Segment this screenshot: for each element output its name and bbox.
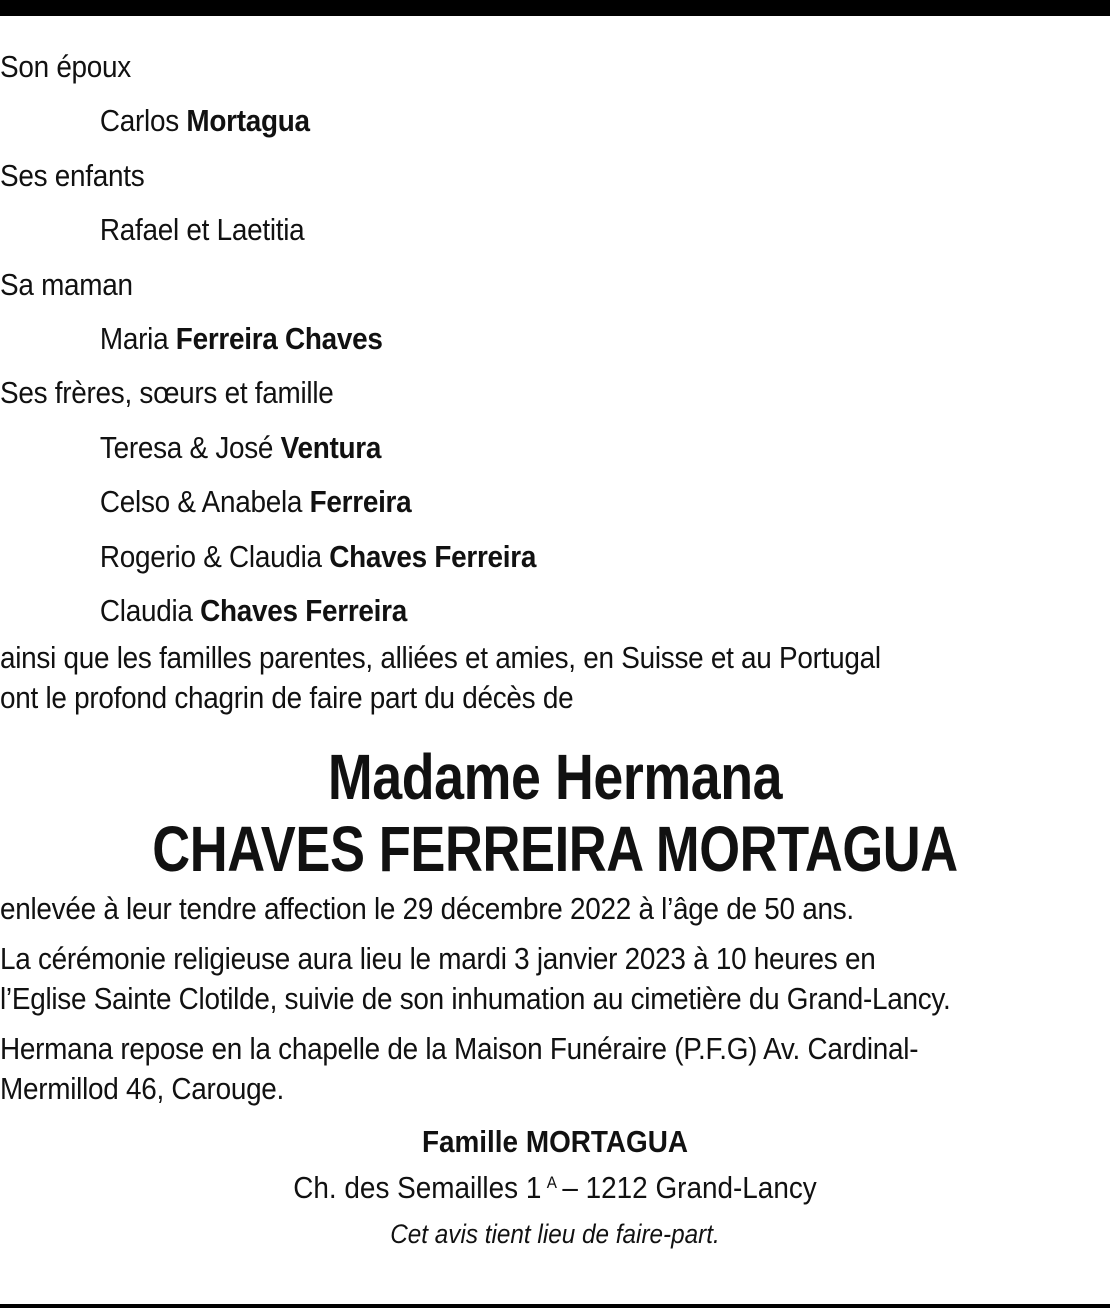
top-rule (0, 0, 1110, 16)
death-statement: enlevée à leur tendre affection le 29 décembre 2022 à l’âge de 50 ans. (0, 891, 854, 927)
group-label-siblings: Ses frères, sœurs et famille (0, 375, 334, 411)
deceased-name-line-1: Madame Hermana (327, 741, 783, 814)
deceased-name (0, 741, 1110, 885)
intro-line-2: ont le profond chagrin de faire part du décès de (0, 680, 574, 716)
member-mother: Maria Ferreira Chaves (99, 320, 383, 356)
member-children: Rafael et Laetitia (99, 212, 305, 248)
group-label-spouse: Son époux (0, 49, 131, 84)
signature-address: Ch. des Semailles 1 $^A$ – 1212 Grand-Lancy (293, 1170, 817, 1206)
ceremony-line-1: La cérémonie religieuse aura lieu le mardi 3 janvier 2023 à 10 heures en (0, 941, 876, 977)
member-sibling: Claudia Chaves Ferreira (99, 592, 407, 628)
group-label-children: Ses enfants (0, 157, 145, 193)
obituary-notice (0, 40, 1110, 1252)
member-sibling: Rogerio & Claudia Chaves Ferreira (99, 538, 537, 574)
bottom-rule (0, 1304, 1110, 1308)
signature-note: Cet avis tient lieu de faire-part. (390, 1219, 720, 1250)
group-label-mother: Sa maman (0, 266, 133, 302)
deceased-name-line-2: CHAVES FERREIRA MORTAGUA (152, 813, 958, 886)
member-sibling: Teresa & José Ventura (99, 429, 382, 465)
member-spouse: Carlos Mortagua (99, 103, 310, 139)
intro-line-1: ainsi que les familles parentes, alliées et amies, en Suisse et au Portugal (0, 640, 881, 676)
rest-line-1: Hermana repose en la chapelle de la Maison Funéraire (P.F.G) Av. Cardinal- (0, 1031, 919, 1067)
rest-line-2: Mermillod 46, Carouge. (0, 1071, 285, 1107)
ceremony-line-2: l’Eglise Sainte Clotilde, suivie de son inhumation au cimetière du Grand-Lancy. (0, 981, 951, 1017)
member-sibling: Celso & Anabela Ferreira (99, 484, 412, 520)
signature-name: Famille MORTAGUA (421, 1124, 689, 1160)
